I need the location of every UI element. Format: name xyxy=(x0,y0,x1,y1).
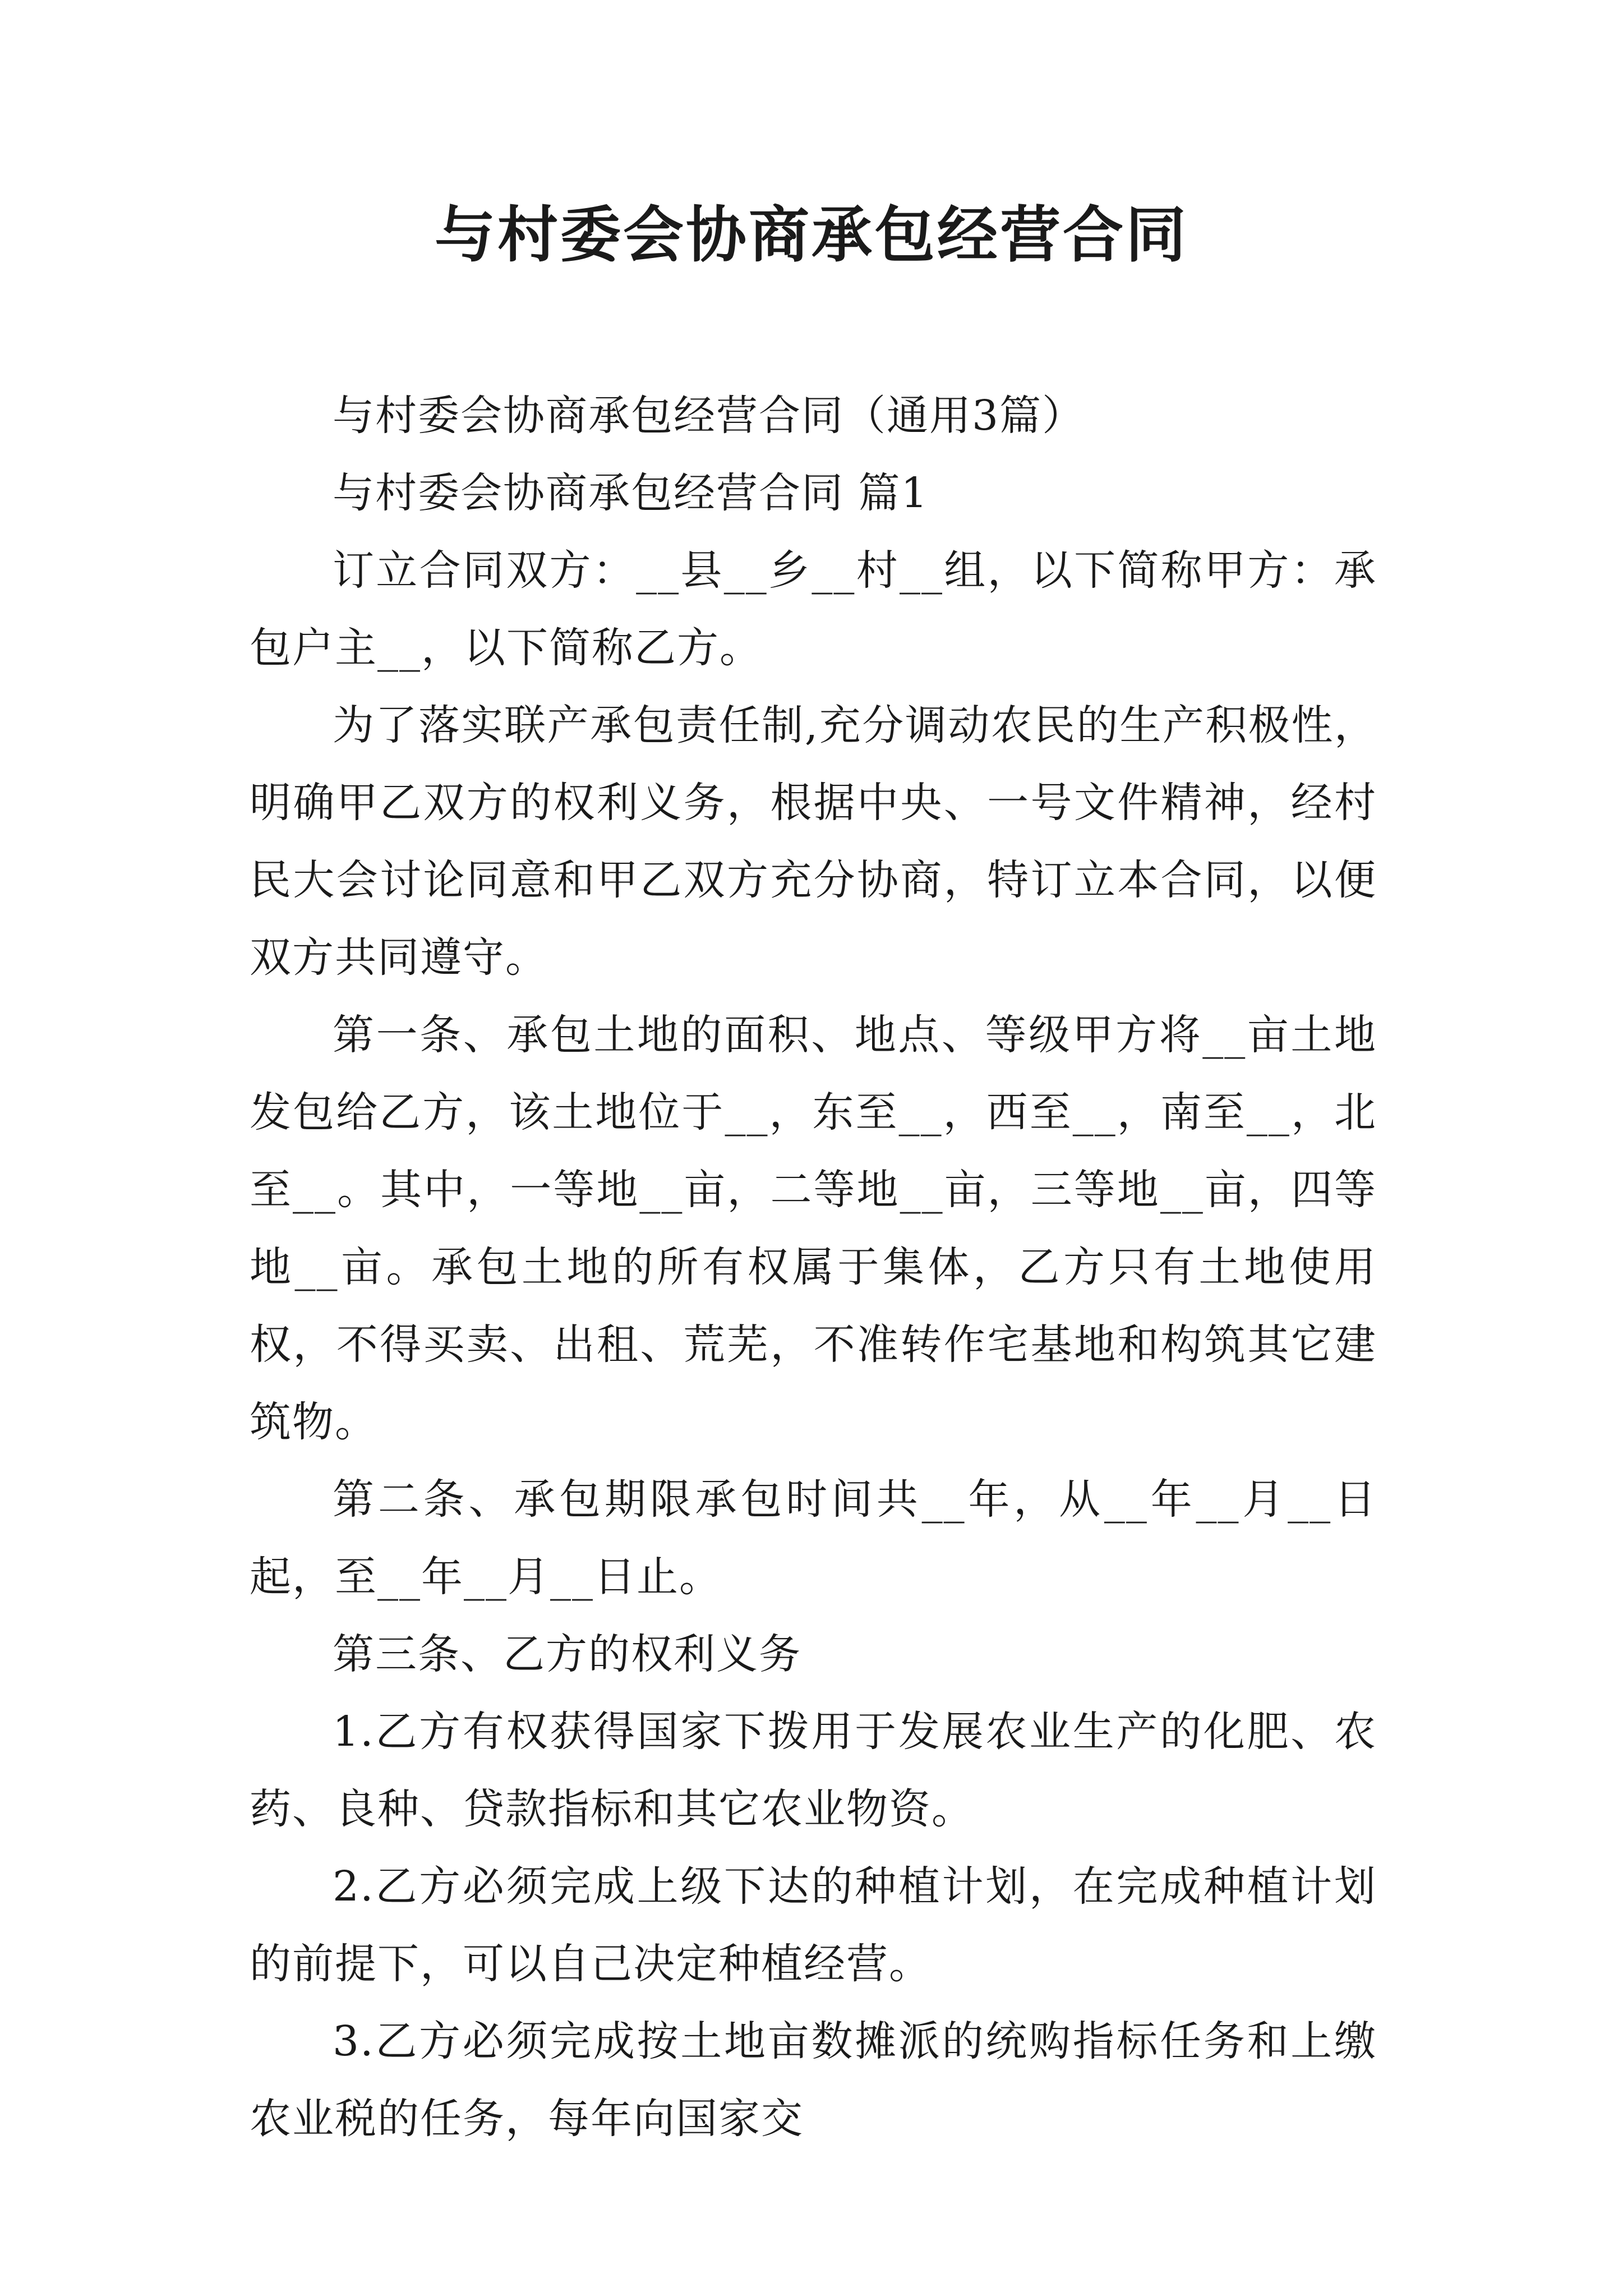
paragraph-collection-title: 与村委会协商承包经营合同（通用3篇） xyxy=(333,392,1085,440)
paragraph-article-3-heading: 第三条、乙方的权利义务 xyxy=(333,1630,801,1678)
document-title: 与村委会协商承包经营合同 xyxy=(434,200,1188,270)
document-body xyxy=(250,377,1377,2157)
paragraph-parties: 订立合同双方：__县__乡__村__组，以下简称甲方：承包户主__，以下简称乙方。 xyxy=(250,546,1377,672)
paragraph-clause-2: 2.乙方必须完成上级下达的种植计划，在完成种植计划的前提下，可以自己决定种植经营。 xyxy=(250,1862,1377,1988)
paragraph-clause-3: 3.乙方必须完成按土地亩数摊派的统购指标任务和上缴农业税的任务，每年向国家交 xyxy=(250,2017,1377,2143)
paragraph-clause-1: 1.乙方有权获得国家下拨用于发展农业生产的化肥、农药、良种、贷款指标和其它农业物资。 xyxy=(250,1708,1377,1833)
paragraph-purpose: 为了落实联产承包责任制,充分调动农民的生产积极性，明确甲乙双方的权利义务，根据中央、一号文件精神，经村民大会讨论同意和甲乙双方充分协商，特订立本合同，以便双方共同遵守。 xyxy=(250,701,1377,982)
paragraph-section-heading: 与村委会协商承包经营合同 篇1 xyxy=(333,469,929,517)
paragraph-article-1: 第一条、承包土地的面积、地点、等级甲方将__亩土地发包给乙方，该土地位于__，东至__，西至__，南至__，北至__。其中，一等地__亩，二等地__亩，三等地__亩，四等地__亩。承包土地的所有权属于集体，乙方只有土地使用权，不得买卖、出租、荒芜，不准转作宅基地和构筑其它建筑物。 xyxy=(250,1011,1377,1446)
paragraph-article-2: 第二条、承包期限承包时间共__年，从__年__月__日起，至__年__月__日止。 xyxy=(250,1475,1377,1601)
